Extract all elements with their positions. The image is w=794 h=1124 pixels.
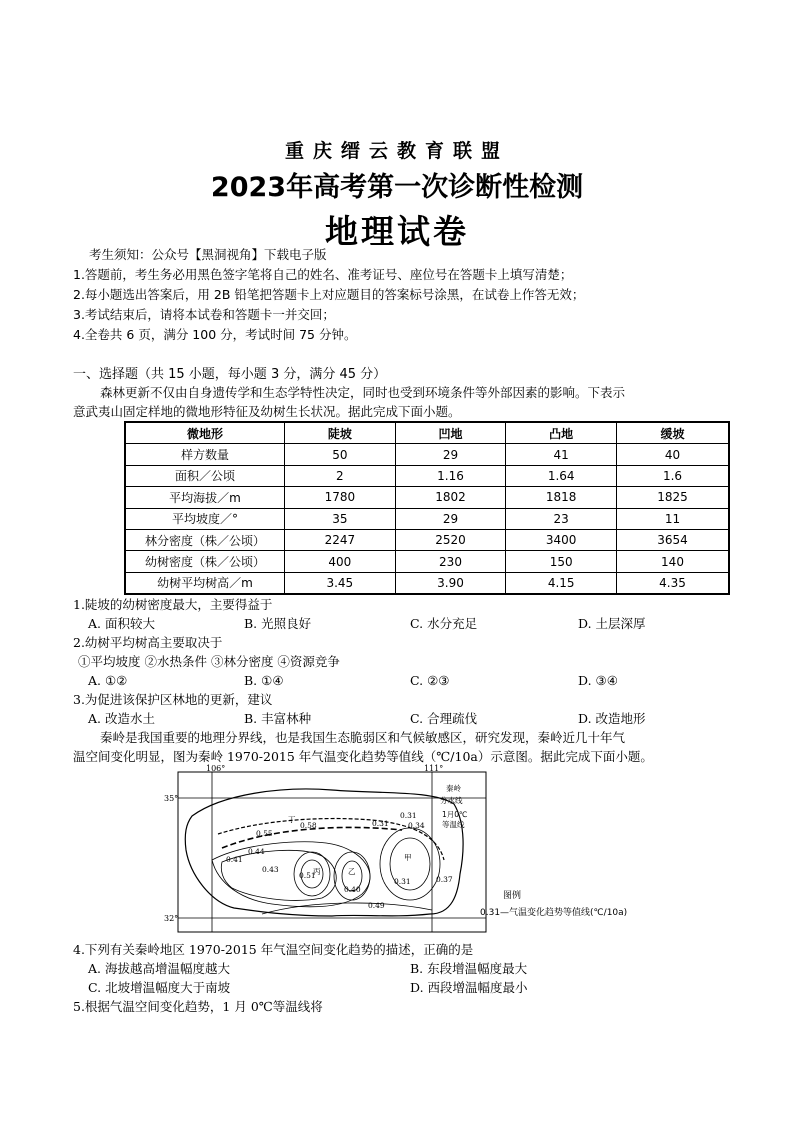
map-label: 0.40 bbox=[344, 885, 361, 894]
map-label: 0.31 bbox=[394, 877, 411, 886]
table-header: 缓坡 bbox=[617, 422, 729, 444]
question-3-stem: 3.为促进该保护区林地的更新，建议 bbox=[73, 692, 273, 707]
table-cell: 41 bbox=[506, 444, 617, 465]
q2-option-a[interactable]: A. ①② bbox=[88, 673, 128, 688]
table-cell: 1802 bbox=[395, 487, 506, 508]
table-cell: 3.90 bbox=[395, 572, 506, 594]
table-cell: 1.6 bbox=[617, 465, 729, 486]
map-label: 0.31 bbox=[400, 811, 417, 820]
table-cell: 面积／公顷 bbox=[125, 465, 285, 486]
contour bbox=[212, 842, 370, 907]
table-cell: 29 bbox=[395, 444, 506, 465]
org-title: 重庆缙云教育联盟 bbox=[284, 140, 509, 162]
map-label: 0.41 bbox=[226, 855, 243, 864]
table-cell: 2520 bbox=[395, 529, 506, 550]
table-row bbox=[125, 529, 729, 550]
map-label: 丁 bbox=[288, 815, 296, 824]
q1-option-a[interactable]: A. 面积较大 bbox=[88, 616, 155, 631]
map-label: 乙 bbox=[348, 867, 356, 876]
map-label: 0.51 bbox=[299, 871, 316, 880]
lat-top-label: 35° bbox=[164, 794, 179, 803]
table-header: 凸地 bbox=[506, 422, 617, 444]
table-cell: 1825 bbox=[617, 487, 729, 508]
q4-option-d[interactable]: D. 西段增温幅度最小 bbox=[410, 980, 528, 995]
lon-right-label: 111° bbox=[424, 764, 444, 773]
legend-title: 图例 bbox=[503, 891, 522, 901]
map-label: 0.58 bbox=[300, 821, 317, 830]
table-row bbox=[125, 444, 729, 465]
table-cell: 4.35 bbox=[617, 572, 729, 594]
table-cell: 40 bbox=[617, 444, 729, 465]
q4-option-c[interactable]: C. 北坡增温幅度大于南坡 bbox=[88, 980, 231, 995]
table-header: 陡坡 bbox=[285, 422, 396, 444]
question-2-items: ①平均坡度 ②水热条件 ③林分密度 ④资源竞争 bbox=[78, 654, 340, 669]
q3-option-b[interactable]: B. 丰富林种 bbox=[244, 711, 312, 726]
table-cell: 35 bbox=[285, 508, 396, 529]
exam-title: 2023年高考第一次诊断性检测 bbox=[210, 172, 584, 203]
callout-isotherm-2: 等温线 bbox=[442, 820, 465, 829]
table-cell: 29 bbox=[395, 508, 506, 529]
table-cell: 幼树平均树高／m bbox=[125, 572, 285, 594]
q2-option-d[interactable]: D. ③④ bbox=[578, 673, 618, 688]
notice-item-2: 2.每小题选出答案后，用 2B 铅笔把答题卡上对应题目的答案标号涂黑，在试卷上作答无效； bbox=[73, 287, 585, 302]
q2-option-b[interactable]: B. ①④ bbox=[244, 673, 284, 688]
table-cell: 2247 bbox=[285, 529, 396, 550]
question-1-stem: 1.陡坡的幼树密度最大，主要得益于 bbox=[73, 597, 273, 612]
table-row bbox=[125, 465, 729, 486]
table-cell: 3654 bbox=[617, 529, 729, 550]
table-cell: 样方数量 bbox=[125, 444, 285, 465]
table-cell: 230 bbox=[395, 551, 506, 572]
table-row bbox=[125, 508, 729, 529]
table-header: 微地形 bbox=[125, 422, 285, 444]
question-4-stem: 4.下列有关秦岭地区 1970-2015 年气温空间变化趋势的描述，正确的是 bbox=[73, 942, 474, 957]
notice-item-4: 4.全卷共 6 页，满分 100 分，考试时间 75 分钟。 bbox=[73, 327, 357, 342]
data-table bbox=[124, 421, 730, 595]
section-title: 一、选择题（共 15 小题，每小题 3 分，满分 45 分） bbox=[73, 367, 387, 382]
table-cell: 1.16 bbox=[395, 465, 506, 486]
table-cell: 1818 bbox=[506, 487, 617, 508]
table-cell: 23 bbox=[506, 508, 617, 529]
table-row bbox=[125, 487, 729, 508]
table-cell: 平均坡度／° bbox=[125, 508, 285, 529]
section2-intro-1: 秦岭是我国重要的地理分界线，也是我国生态脆弱区和气候敏感区，研究发现，秦岭近几十年气 bbox=[100, 730, 626, 745]
question-5-stem: 5.根据气温空间变化趋势，1 月 0℃等温线将 bbox=[73, 999, 323, 1014]
table-cell: 平均海拔／m bbox=[125, 487, 285, 508]
qinling-isotherm-map bbox=[162, 764, 502, 940]
callout-watershed: 分水线 bbox=[440, 796, 463, 805]
map-label: 0.37 bbox=[436, 875, 453, 884]
table-row bbox=[125, 551, 729, 572]
notice-item-3: 3.考试结束后，请将本试卷和答题卡一并交回； bbox=[73, 307, 335, 322]
q2-option-c[interactable]: C. ②③ bbox=[410, 673, 450, 688]
intro-line-1: 森林更新不仅由自身遗传学和生态学特性决定，同时也受到环境条件等外部因素的影响。下表示 bbox=[100, 385, 626, 400]
q1-option-b[interactable]: B. 光照良好 bbox=[244, 616, 312, 631]
map-label: 0.31 bbox=[372, 819, 389, 828]
q3-option-c[interactable]: C. 合理疏伐 bbox=[410, 711, 478, 726]
table-row bbox=[125, 572, 729, 594]
table-cell: 1780 bbox=[285, 487, 396, 508]
q4-option-a[interactable]: A. 海拔越高增温幅度越大 bbox=[88, 961, 230, 976]
table-cell: 3400 bbox=[506, 529, 617, 550]
table-cell: 140 bbox=[617, 551, 729, 572]
table-cell: 林分密度（株／公顷） bbox=[125, 529, 285, 550]
intro-line-2: 意武夷山固定样地的微地形特征及幼树生长状况。据此完成下面小题。 bbox=[73, 404, 461, 419]
isotherm-0c-line bbox=[222, 827, 402, 848]
lat-bottom-label: 32° bbox=[164, 914, 179, 923]
q3-option-d[interactable]: D. 改造地形 bbox=[578, 711, 646, 726]
notice-title: 考生须知：公众号【黑洞视角】下载电子版 bbox=[89, 247, 327, 262]
table-cell: 1.64 bbox=[506, 465, 617, 486]
callout-qinling: 秦岭 bbox=[446, 784, 461, 793]
map-label: 甲 bbox=[404, 853, 412, 862]
table-cell: 50 bbox=[285, 444, 396, 465]
q1-option-c[interactable]: C. 水分充足 bbox=[410, 616, 478, 631]
table-header: 凹地 bbox=[395, 422, 506, 444]
callout-isotherm: 1月0℃ bbox=[442, 810, 468, 819]
contour bbox=[380, 828, 440, 900]
table-cell: 11 bbox=[617, 508, 729, 529]
map-label: 0.43 bbox=[262, 865, 279, 874]
table-cell: 4.15 bbox=[506, 572, 617, 594]
map-label: 0.44 bbox=[248, 847, 265, 856]
q4-option-b[interactable]: B. 东段增温幅度最大 bbox=[410, 961, 528, 976]
q3-option-a[interactable]: A. 改造水土 bbox=[88, 711, 155, 726]
lon-left-label: 106° bbox=[206, 764, 226, 773]
contour bbox=[262, 903, 432, 914]
table-header-row bbox=[125, 422, 729, 444]
subject-title: 地理试卷 bbox=[325, 212, 469, 251]
legend-item: 0.31—气温变化趋势等值线(℃/10a) bbox=[480, 908, 628, 918]
table-cell: 150 bbox=[506, 551, 617, 572]
table-cell: 2 bbox=[285, 465, 396, 486]
map-label: 0.55 bbox=[256, 829, 273, 838]
question-2-stem: 2.幼树平均树高主要取决于 bbox=[73, 635, 223, 650]
map-label: 丙 bbox=[313, 867, 321, 876]
table-cell: 幼树密度（株／公顷） bbox=[125, 551, 285, 572]
table-cell: 3.45 bbox=[285, 572, 396, 594]
section2-intro-2: 温空间变化明显，图为秦岭 1970-2015 年气温变化趋势等值线（℃/10a）示意图。据此完成下面小题。 bbox=[73, 749, 653, 764]
table-cell: 400 bbox=[285, 551, 396, 572]
map-label: 0.49 bbox=[368, 901, 385, 910]
q1-option-d[interactable]: D. 土层深厚 bbox=[578, 616, 646, 631]
map-label: 0.34 bbox=[408, 821, 425, 830]
notice-item-1: 1.答题前，考生务必用黑色签字笔将自己的姓名、准考证号、座位号在答题卡上填写清楚； bbox=[73, 267, 573, 282]
